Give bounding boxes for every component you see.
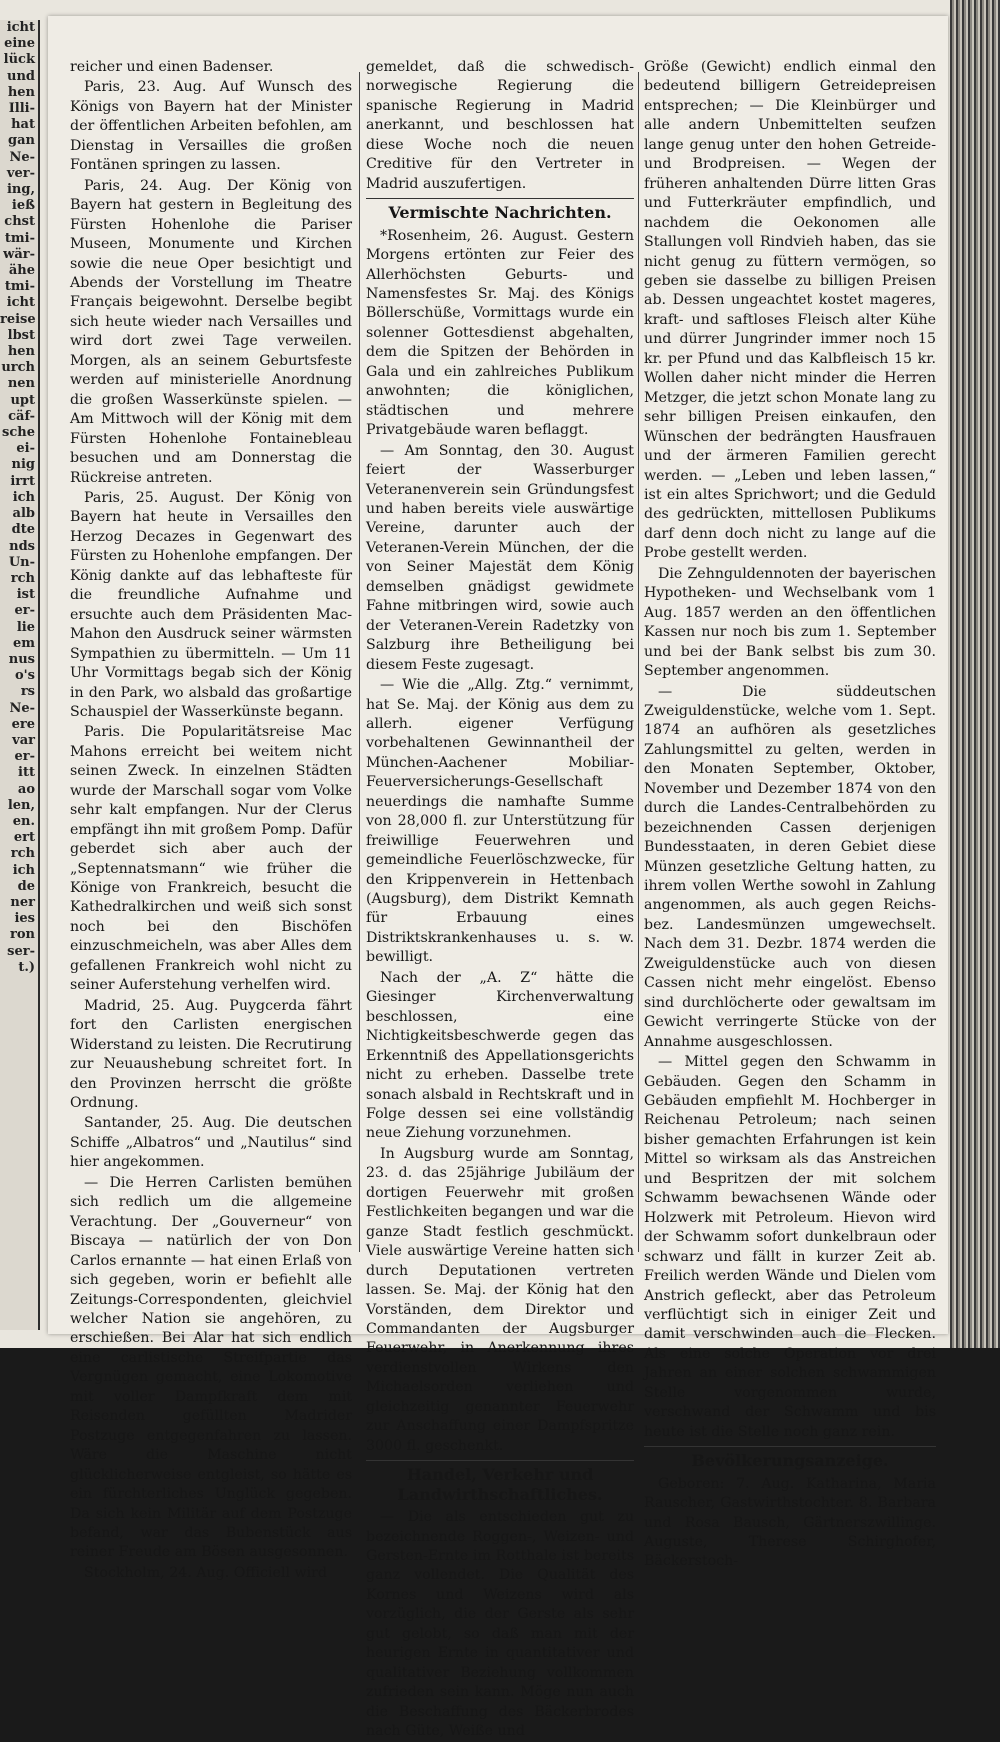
- prev-page-line-fragment: tmi-: [4, 230, 35, 246]
- column-1: [70, 58, 352, 1581]
- prev-page-line-fragment: ich: [12, 862, 35, 878]
- news-item: — Mittel gegen den Schwamm in Gebäuden. Gegen den Schamm in Gebäuden empfiehlt M. Hochberger in Reichenau Petroleum; nach seinen bisher gemachten Erfahrungen ist kein Mittel so wirksam als das Anstreichen und Bespritzen der mit solchem Schwamm bewachsenen Wände oder Holzwerk mit Petroleum. Hievon wird der Schwamm sofort dunkelbraun oder schwarz und fällt in kurzer Zeit ab. Freilich werden Wände und Dielen vom Anstrich gefleckt, aber das Petroleum verflüchtigt sich in einiger Zeit und damit verschwinden auch die Flecken. Als eine solche Operation vor drei Jahren an einer solchen schwammigen Stelle vorgenommen wurde, verschwand der Schwamm und bis heute ist die Stelle noch ganz rein.: [644, 1054, 936, 1440]
- section-heading: Vermischte Nachrichten.: [366, 198, 634, 222]
- prev-page-line-fragment: ver-: [6, 165, 35, 181]
- book-edge: [950, 0, 1000, 1348]
- prev-page-line-fragment: ich: [12, 489, 35, 505]
- prev-page-line-fragment: ner: [10, 894, 35, 910]
- prev-page-line-fragment: ao: [17, 781, 35, 797]
- prev-page-line-fragment: cäf-: [8, 408, 35, 424]
- prev-page-line-fragment: Illi-: [8, 101, 35, 117]
- prev-page-line-fragment: urch: [1, 360, 35, 376]
- prev-page-line-fragment: und: [7, 68, 35, 84]
- article-paragraph: Paris, 25. August. Der König von Bayern hat heute in Versailles den Herzog Decazes in Gegenwart des Fürsten zu Hohenlohe empfangen. Der König dankte auf das lebhafteste für die freundliche Aufnahme und ersuchte auch dem Präsidenten Mac-Mahon den Ausdruck seiner wärmsten Sympathien zu übermitteln. — Um 11 Uhr Vormittags begab sich der König in den Park, wo alsbald das großartige Schauspiel der Wasserkünste begann.: [70, 489, 352, 720]
- article-paragraph: Stockholm, 24. Aug. Officiell wird: [84, 1564, 328, 1581]
- prev-page-line-fragment: ing,: [6, 182, 35, 198]
- column-rule: [359, 72, 360, 1252]
- prev-page-line-fragment: rch: [10, 846, 35, 862]
- prev-page-line-fragment: dte: [11, 522, 35, 538]
- prev-page-line-fragment: de: [17, 878, 35, 894]
- prev-page-line-fragment: ieß: [11, 198, 35, 214]
- prev-page-line-fragment: em: [12, 635, 35, 651]
- prev-page-line-fragment: var: [12, 732, 35, 748]
- prev-page-line-fragment: ei-: [16, 441, 35, 457]
- prev-page-line-fragment: nen: [7, 376, 35, 392]
- prev-page-line-fragment: rch: [10, 570, 35, 586]
- news-item: In Augsburg wurde am Sonntag, 23. d. das 25jährige Jubiläum der dortigen Feuerwehr mit großen Festlichkeiten begangen und war die ganze Stadt festlich geschmückt. Viele auswärtige Vereine hatten sich durch Deputationen vertreten lassen. Se. Maj. der König hat den Vorständen, dem Direktor und Commandanten der Augsburger Feuerwehr, in Anerkennung ihres verdienstvollen Wirkens den Michaelsorden verliehen und gleichzeitig genannter Feuerwehr zur Anschaffung einer Dampfspritze 3000 fl. geschenkt.: [366, 1145, 634, 1454]
- news-item: — Die als entschieden gut zu bezeichnende Roggen-, Weizen- und Gersten-Ernte im Rotthale ist bereits ganz vollendet. Die Qualität des Kornes und Weizens wird als vorzüglich, die der Gerste als sehr gut gelobt, so daß man mit der heurigen Ernte in quantitativer und qualitativer Beziehung vollkommen zufrieden sein kann. Möge nun auch die Beschaffung des Bäckerbrodes nach Güte, Weiße und: [366, 1509, 634, 1740]
- prev-page-line-fragment: itt: [18, 765, 35, 781]
- prev-page-line-fragment: lbst: [7, 327, 35, 343]
- prev-page-line-fragment: chst: [4, 214, 35, 230]
- prev-page-line-fragment: er-: [14, 749, 35, 765]
- previous-page-edge: [0, 20, 40, 1330]
- prev-page-line-fragment: nig: [11, 457, 35, 473]
- prev-page-line-fragment: Un-: [8, 554, 35, 570]
- prev-page-line-fragment: ere: [11, 716, 35, 732]
- article-paragraph: — Die Herren Carlisten bemühen sich redlich um die allgemeine Verachtung. Der „Gouverneur“ von Biscaya — natürlich der von Don Carlos ernannte — hat einen Erlaß von sich gegeben, worin er befiehlt alle Zeitungs-Correspondenten, gleichviel welcher Nation sie angehören, zu erschießen. Bei Alar hat sich endlich eine carlistische Streifpartie das Vergnügen gemacht, eine Lokomotive mit voller Dampfkraft dem mit Reisenden gefüllten Madrider Postzuge entgegenfahren zu lassen. Wäre die Maschine nicht glücklicherweise entgleist, so hätte es ein fürchterliches Unglück gegeben. Da sich kein Militär auf dem Postzuge befand, war das Bubenstück aus reiner Freude am Bösen ausgesonnen.: [70, 1174, 352, 1561]
- prev-page-line-fragment: ser-: [7, 943, 35, 959]
- column-rule: [638, 72, 639, 1252]
- prev-page-line-fragment: len,: [7, 797, 35, 813]
- article-paragraph: Paris, 23. Aug. Auf Wunsch des Königs von Bayern hat der Minister der öffentlichen Arbeiten befohlen, am Dienstag in Versailles die großen Fontänen springen zu lassen.: [70, 79, 352, 174]
- prev-page-line-fragment: ert: [13, 830, 35, 846]
- prev-page-line-fragment: alb: [12, 506, 35, 522]
- prev-page-line-fragment: ies: [14, 911, 35, 927]
- prev-page-line-fragment: rs: [20, 684, 35, 700]
- news-item: *Rosenheim, 26. August. Gestern Morgens ertönten zur Feier des Allerhöchsten Geburts- und Namensfestes Sr. Maj. des Königs Böllerschüße, Vormittags wurde ein solenner Gottesdienst abgehalten, dem die Spitzen der Behörden in Gala und ein zahlreiches Publikum anwohnten; die königlichen, städtischen und mehrere Privatgebäude waren beflaggt.: [366, 227, 634, 439]
- prev-page-line-fragment: sche: [2, 425, 35, 441]
- prev-page-line-fragment: tmi-: [4, 279, 35, 295]
- prev-page-line-fragment: hen: [7, 84, 35, 100]
- prev-page-line-fragment: upt: [10, 392, 35, 408]
- prev-page-line-fragment: en.: [12, 813, 35, 829]
- birth-notice: Geboren: 7. Aug. Katharina, Maria Rauscher, Gastwirthstochter. 8. Barbara und Rosa Bausch, Gärtnerszwillinge. Auguste, Therese Schirghofer, Bäckerstoch-: [644, 1475, 936, 1570]
- article-paragraph: Santander, 25. Aug. Die deutschen Schiffe „Albatros“ und „Nautilus“ sind hier angekommen.: [70, 1115, 352, 1171]
- prev-page-line-fragment: t.): [18, 959, 35, 975]
- prev-page-line-fragment: hat: [11, 117, 35, 133]
- prev-page-line-fragment: reise: [0, 311, 36, 327]
- news-item: — Am Sonntag, den 30. August feiert der Wasserburger Veteranenverein sein Gründungsfest und haben bereits viele auswärtige Vereine, darunter auch der Veteranen-Verein München, der die von Seiner Majestät dem König demselben gnädigst gewidmete Fahne mitbringen wird, sowie auch der Veteranen-Verein Radetzky von Salzburg ihre Betheiligung bei diesem Feste zugesagt.: [366, 442, 634, 673]
- article-paragraph: Paris, 24. Aug. Der König von Bayern hat gestern in Begleitung des Fürsten Hohenlohe die Pariser Museen, Monumente und Kirchen sowie die neue Oper besichtigt und Abends der Vorstellung im Theatre Français beigewohnt. Derselbe begibt sich heute wieder nach Versailles und wird dort zwei Tage verweilen. Morgen, als an seinem Geburtsfeste werden auf ministerielle Anordnung die großen Wasserkünste spielen. — Am Mittwoch will der König mit dem Fürsten Hohenlohe Fontainebleau besuchen und am Donnerstag die Rückreise antreten.: [70, 177, 352, 486]
- prev-page-line-fragment: irrt: [10, 473, 35, 489]
- article-paragraph: Paris. Die Popularitätsreise Mac Mahons erreicht bei weitem nicht seinen Zweck. In einzelnen Städten wurde der Marschall sogar vom Volke sehr kalt empfangen. Nur der Clerus empfängt ihn mit großem Pomp. Dafür geberdet sich aber auch der „Septennatsmann“ wie früher die Könige von Frankreich, besucht die Kathedralkirchen und weiß sich sonst noch bei den Bischöfen einzuschmeicheln, was aber Alles dem gefallenen Frankreich wohl nicht zu seiner Auferstehung verhelfen wird.: [70, 724, 352, 994]
- prev-page-line-fragment: nus: [8, 651, 35, 667]
- prev-page-line-fragment: gan: [8, 133, 35, 149]
- prev-page-line-fragment: er-: [14, 603, 35, 619]
- prev-page-line-fragment: Ne-: [9, 700, 35, 716]
- prev-page-line-fragment: o's: [15, 668, 35, 684]
- prev-page-line-fragment: icht: [6, 295, 35, 311]
- prev-page-line-fragment: Ne-: [9, 149, 35, 165]
- news-item: — Die süddeutschen Zweiguldenstücke, welche vom 1. Sept. 1874 an aufhören als gesetzliches Zahlungsmittel zu gelten, werden in den Monaten September, Oktober, November und Dezember 1874 von den durch die Landes-Centralbehörden zu bezeichnenden Cassen derjenigen Bundesstaaten, in deren Gebiet diese Münzen gesetzliche Geltung hatten, zu ihrem vollen Werthe sowohl in Zahlung angenommen, als auch gegen Reichs- bez. Landesmünzen umgewechselt. Nach dem 31. Dezbr. 1874 werden die Zweiguldenstücke auch von diesen Cassen nicht mehr eingelöst. Ebenso sind durchlöcherte oder gewaltsam im Gewicht verringerte Stücke von der Annahme ausgeschlossen.: [644, 683, 936, 1050]
- prev-page-line-fragment: lück: [3, 52, 35, 68]
- article-continuation: gemeldet, daß die schwedisch-norwegische Regierung die spanische Regierung in Madrid anerkannt, und beschlossen hat diese Woche noch die neuen Creditive für den Vertreter in Madrid auszufertigen.: [366, 59, 634, 192]
- column-2: [366, 58, 634, 1740]
- news-item: Nach der „A. Z“ hätte die Giesinger Kirchenverwaltung beschlossen, eine Nichtigkeitsbeschwerde gegen das Erkenntniß des Appellationsgerichts nicht zu erheben. Dasselbe trete sonach alsbald in Rechtskraft und in Folge dessen sei eine vollständig neue Ziehung vorzunehmen.: [366, 969, 634, 1142]
- prev-page-line-fragment: eine: [4, 36, 35, 52]
- prev-page-line-fragment: ähe: [8, 263, 35, 279]
- news-item: — Wie die „Allg. Ztg.“ vernimmt, hat Se. Maj. der König aus dem zu allerh. eigener Verfügung vorbehaltenen Gewinnantheil der München-Aachener Mobiliar-Feuerversicherungs-Gesellschaft neuerdings die namhafte Summe von 28,000 fl. zur Unterstützung für freiwillige Feuerwehren und gemeindliche Feuerlöschzwecke, für den Krippenverein in Hettenbach (Augsburg), dem Distrikt Kemnath für Erbauung eines Distriktskrankenhauses u. s. w. bewilligt.: [366, 677, 634, 966]
- section-heading: Bevölkerungsanzeige.: [644, 1446, 936, 1470]
- article-paragraph: Madrid, 25. Aug. Puygcerda fährt fort den Carlisten energischen Widerstand zu leisten. Die Recrutirung zur Neuaushebung schreitet fort. In den Provinzen herrscht die größte Ordnung.: [70, 997, 352, 1112]
- column-3: [644, 58, 936, 1570]
- prev-page-line-fragment: nds: [9, 538, 35, 554]
- prev-page-line-fragment: wär-: [3, 246, 35, 262]
- prev-page-line-fragment: ist: [16, 587, 35, 603]
- news-item: Die Zehnguldennoten der bayerischen Hypotheken- und Wechselbank vom 1 Aug. 1857 werden an den öffentlichen Kassen nur noch bis zum 1. September und bei der Bank selbst bis zum 30. September angenommen.: [644, 565, 936, 680]
- prev-page-line-fragment: lie: [16, 619, 35, 635]
- prev-page-line-fragment: icht: [6, 20, 35, 35]
- article-paragraph: reicher und einen Badenser.: [70, 59, 274, 75]
- prev-page-line-fragment: ron: [10, 927, 35, 943]
- section-heading: Handel, Verkehr und Landwirthschaftliches.: [366, 1460, 634, 1504]
- prev-page-line-fragment: hen: [7, 344, 35, 360]
- news-item: Größe (Gewicht) endlich einmal den bedeutend billigern Getreidepreisen entsprechen; — Die Kleinbürger und alle andern Unbemittelten seufzen lange genug unter den hohen Getreide- und Brodpreisen. — Wegen der früheren anhaltenden Dürre litten Gras und Futterkräuter empfindlich, und nachdem die Oekonomen alle Stallungen voll Rindvieh haben, das sie nicht genug zu füttern vermögen, so geben sie dasselbe zu billigen Preisen ab. Dessen ungeachtet kostet mageres, kraft- und saftloses Fleisch alter Kühe und dürrer Jungrinder immer noch 15 kr. per Pfund und das Kalbfleisch 15 kr. Wollen daher nicht minder die Herren Metzger, die jetzt schon Monate lang zu sehr billigen Preisen einkaufen, den Wünschen der bedrängten Hausfrauen und der ärmeren Familien gerecht werden. — „Leben und leben lassen,“ ist ein altes Sprichwort; und die Geduld des gedrückten, mittellosen Publikums darf denn doch nicht zu lange auf die Probe gestellt werden.: [644, 59, 936, 562]
